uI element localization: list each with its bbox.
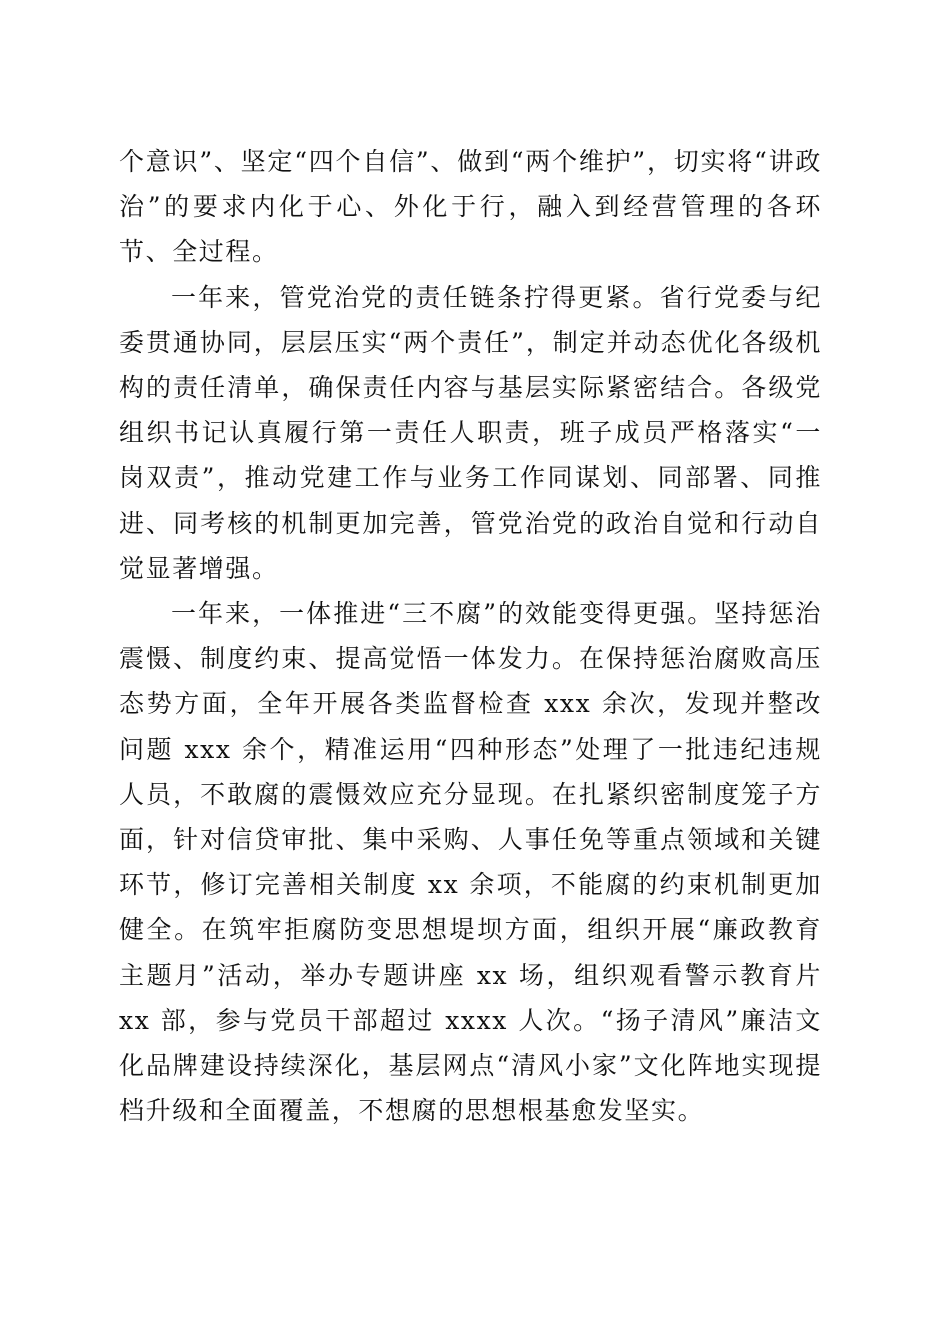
paragraph-responsibility-chain: 一年来，管党治党的责任链条拧得更紧。省行党委与纪委贯通协同，层层压实“两个责任”，制定并动态优化各级机构的责任清单，确保责任内容与基层实际紧密结合。各级党组织书记认真履行第一责任人职责，班子成员严格落实“一岗双责”，推动党建工作与业务工作同谋划、同部署、同推进、同考核的机制更加完善，管党治党的政治自觉和行动自觉显著增强。 (119, 282, 822, 583)
paragraph-three-no-corruption: 一年来，一体推进“三不腐”的效能变得更强。坚持惩治震慑、制度约束、提高觉悟一体发力。在保持惩治腐败高压态势方面，全年开展各类监督检查 xxx 余次，发现并整改问题 xxx 余个，精准运用“四种形态”处理了一批违纪违规人员，不敢腐的震慑效应充分显现。在扎紧织密制度笼子方面，针对信贷审批、集中采购、人事任免等重点领域和关键环节，修订完善相关制度 xx 余项，不能腐的约束机制更加健全。在筑牢拒腐防变思想堤坝方面，组织开展“廉政教育主题月”活动，举办专题讲座 xx 场，组织观看警示教育片 xx 部，参与党员干部超过 xxxx 人次。“扬子清风”廉洁文化品牌建设持续深化，基层网点“清风小家”文化阵地实现提档升级和全面覆盖，不想腐的思想根基愈发坚实。 (119, 599, 822, 1126)
document-body (119, 139, 822, 1133)
paragraph-continuation: 个意识”、坚定“四个自信”、做到“两个维护”，切实将“讲政治”的要求内化于心、外化于行，融入到经营管理的各环节、全过程。 (119, 147, 822, 267)
